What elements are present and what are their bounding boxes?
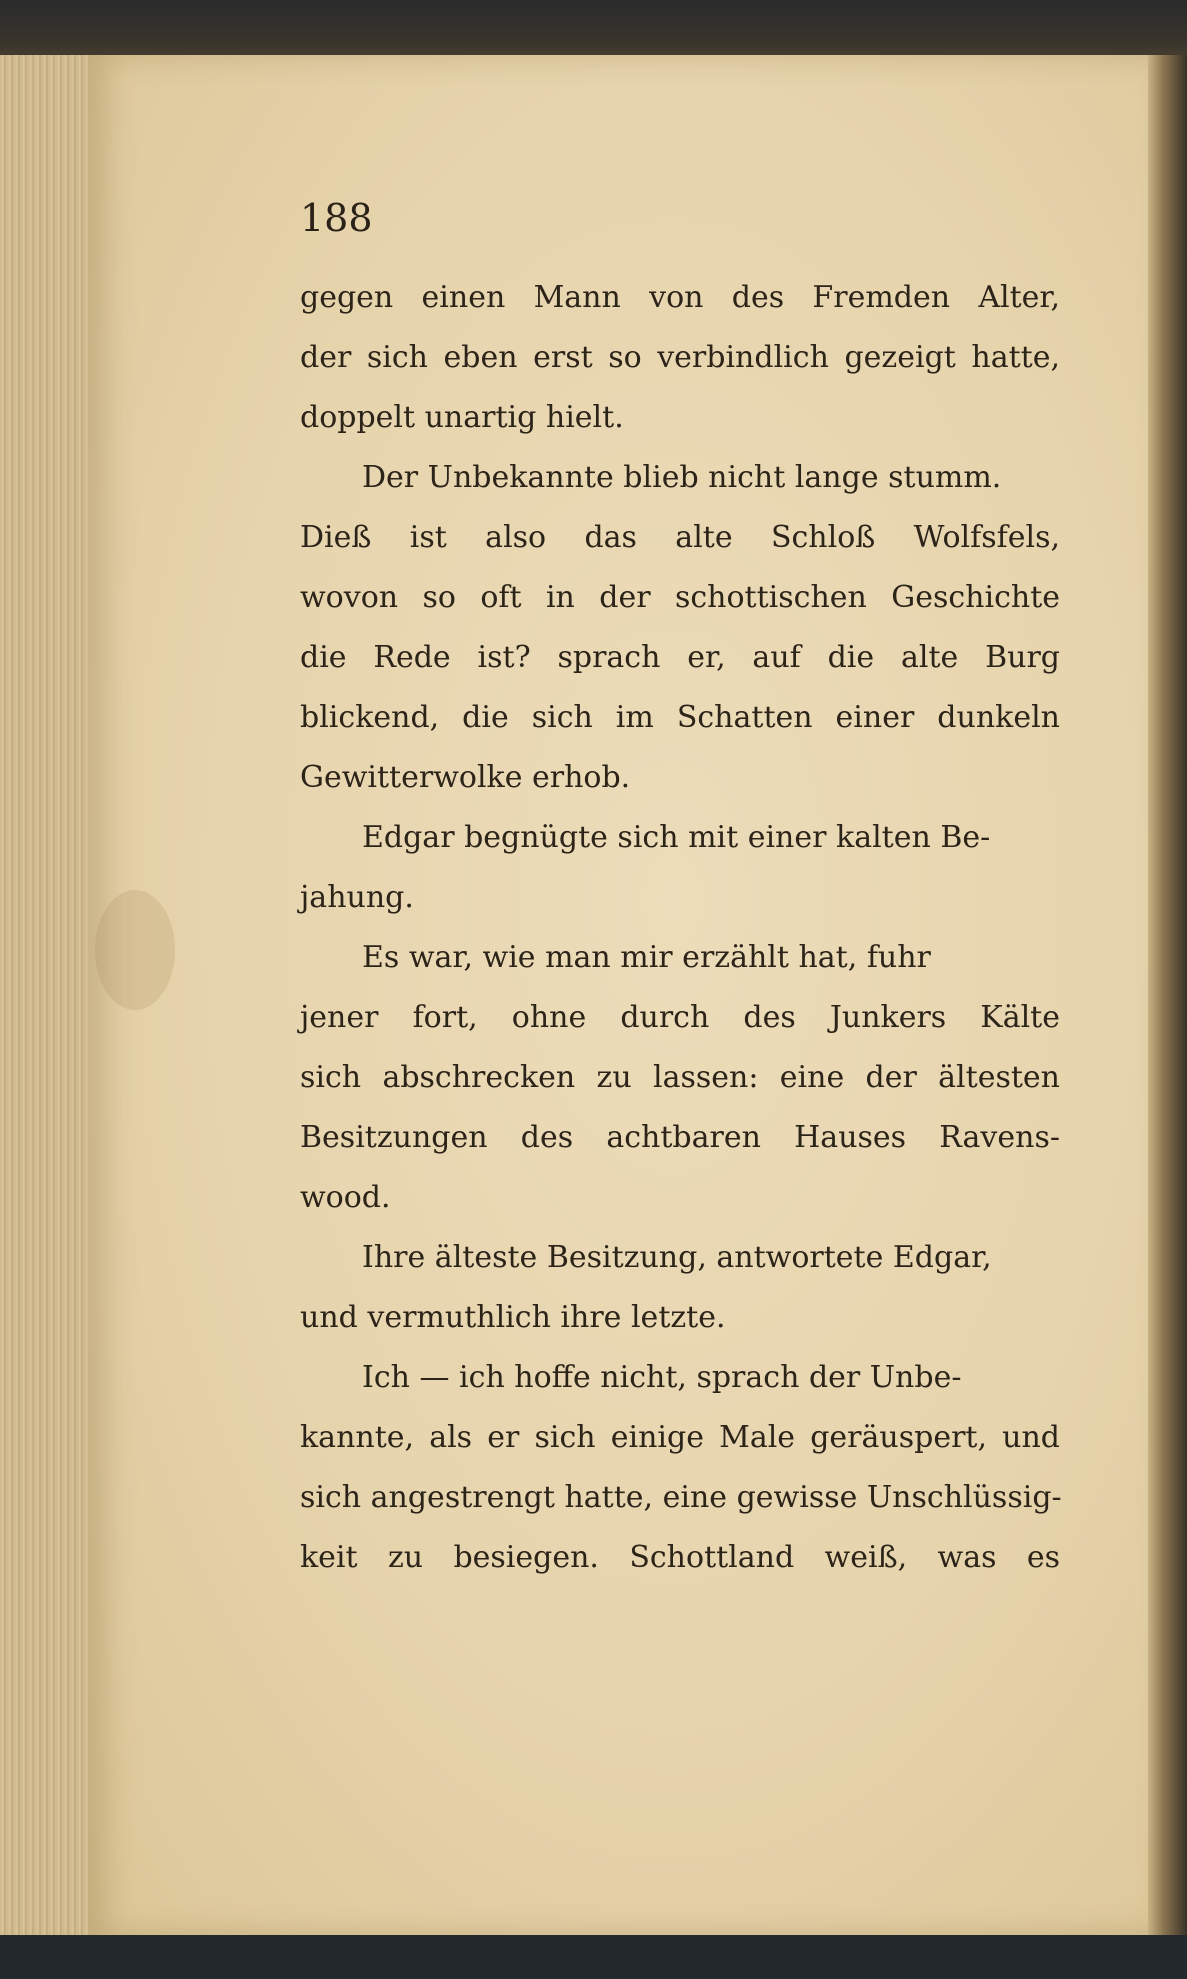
text-line: kannte, als er sich einige Male geräuspert, und (300, 1420, 1060, 1455)
text-line: Dieß ist also das alte Schloß Wolfsfels, (300, 520, 1060, 555)
binding-top (0, 0, 1187, 62)
text-line: wood. (300, 1180, 391, 1215)
body-text (300, 268, 1060, 1588)
text-line: sich abschrecken zu lassen: eine der ältesten (300, 1060, 1060, 1095)
text-line: Der Unbekannte blieb nicht lange stumm. (362, 460, 1002, 495)
cover-edge (1148, 55, 1187, 1935)
text-line: wovon so oft in der schottischen Geschichte (300, 580, 1060, 615)
text-line: sich angestrengt hatte, eine gewisse Unschlüssig- (300, 1480, 1062, 1515)
text-line: der sich eben erst so verbindlich gezeigt hatte, (300, 340, 1060, 375)
text-line: Es war, wie man mir erzählt hat, fuhr (362, 940, 931, 975)
text-line: jahung. (300, 880, 414, 915)
text-line: Gewitterwolke erhob. (300, 760, 631, 795)
text-line: die Rede ist? sprach er, auf die alte Burg (300, 640, 1060, 675)
text-line: gegen einen Mann von des Fremden Alter, (300, 280, 1060, 315)
text-line: blickend, die sich im Schatten einer dunkeln (300, 700, 1060, 735)
binding-bottom (0, 1935, 1187, 1979)
page-edge-stack (0, 55, 97, 1935)
paper-stain (95, 890, 175, 1010)
text-line: Ihre älteste Besitzung, antwortete Edgar, (362, 1240, 992, 1275)
text-line: jener fort, ohne durch des Junkers Kälte (300, 1000, 1060, 1035)
text-line: und vermuthlich ihre letzte. (300, 1300, 726, 1335)
page-number: 188 (300, 196, 373, 240)
text-line: doppelt unartig hielt. (300, 400, 624, 435)
text-line: keit zu besiegen. Schottland weiß, was es (300, 1540, 1060, 1575)
text-line: Ich — ich hoffe nicht, sprach der Unbe- (362, 1360, 962, 1395)
text-line: Besitzungen des achtbaren Hauses Ravens- (300, 1120, 1060, 1155)
text-line: Edgar begnügte sich mit einer kalten Be- (362, 820, 991, 855)
